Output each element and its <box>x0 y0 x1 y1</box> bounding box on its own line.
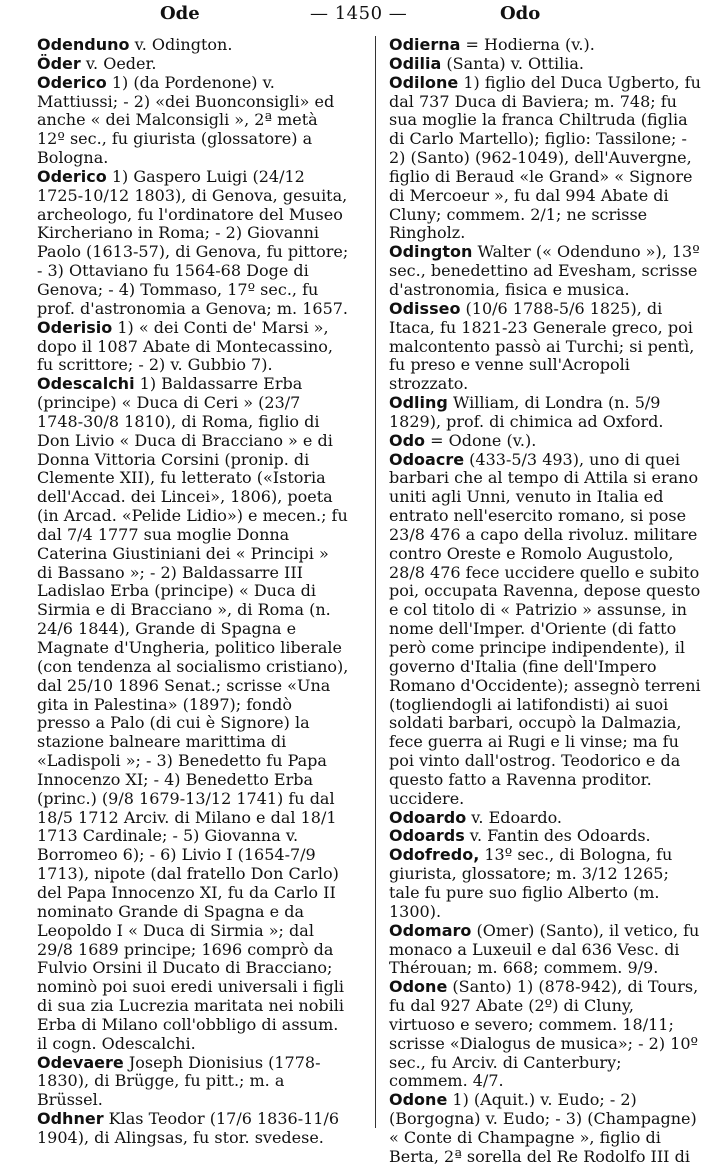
right-column <box>389 36 701 1167</box>
dictionary-entry <box>389 922 701 979</box>
entry-text: v. Fantin des Odoards. <box>464 826 651 846</box>
dictionary-entry <box>389 74 701 244</box>
dictionary-entry <box>37 1110 349 1148</box>
entry-text: Klas Teodor (17/6 1836-11/6 1904), di Alingsas, fu stor. svedese. <box>37 1109 340 1147</box>
dictionary-entry <box>389 243 701 300</box>
dictionary-entry <box>37 55 349 74</box>
column-divider <box>375 36 376 1128</box>
entry-headword: Oderico <box>37 72 107 92</box>
dictionary-entry <box>389 55 701 74</box>
entry-headword: Odierna <box>389 35 461 54</box>
entry-headword: Oderico <box>37 166 107 186</box>
entry-text: (433-5/3 493), uno di quei barbari che al tempo di Attila si erano uniti agli Unni, venuto in Italia ed entrato nell'esercito romano, si pose 23/8 476 a capo della rivoluz. militare contro Oreste e Romolo Augustolo, 28/8 476 fece uccidere quello e subito poi, occupata Ravenna, depose questo e col titolo di « Patrizio » assunse, in nome dell'Imper. d'Oriente (di fatto però come principe indipendente), il governo d'Italia (fine dell'Impero Romano d'Occidente); assegnò terreni (togliendogli ai latifondisti) ai suoi soldati barbari, occupò la Dalmazia, fece guerra ai Rugi e li vinse; ma fu poi vinto dall'ostrog. Teodorico e da questo fatto a Ravenna proditor. uccidere. <box>389 449 701 808</box>
left-column <box>37 36 349 1148</box>
entry-text: 1) figlio del Duca Ugberto, fu dal 737 Duca di Baviera; m. 748; fu sua moglie la franca Chiltruda (figlia di Carlo Martello); figlio: Tassilone; - 2) (Santo) (962-1049), dell'Auvergne, figlio di Beraud «le Grand» « Signore di Mercoeur », fu dal 994 Abate di Cluny; commem. 2/1; ne scrisse Ringholz. <box>389 72 701 243</box>
entry-headword: Odevaere <box>37 1052 124 1072</box>
entry-text: (Omer) (Santo), il vetico, fu monaco a Luxeuil e dal 636 Vesc. di Thérouan; m. 668; commem. 9/9. <box>389 920 700 978</box>
entry-headword: Odescalchi <box>37 374 135 394</box>
entry-text: v. Odington. <box>129 35 233 54</box>
dictionary-entry <box>37 319 349 376</box>
entry-headword: Odoards <box>389 826 465 846</box>
entry-headword: Odoacre <box>389 449 465 469</box>
entry-headword: Odenduno <box>37 35 130 54</box>
dictionary-entry <box>37 36 349 55</box>
entry-text: = Hodierna (v.). <box>460 35 595 54</box>
entry-text: Joseph Dionisius (1778-1830), di Brügge, fu pitt.; m. a Brüssel. <box>37 1052 321 1110</box>
entry-text: (10/6 1788-5/6 1825), di Itaca, fu 1821-23 Generale greco, poi malcontento passò ai Turchi; si pentì, fu preso e venne sull'Acropoli strozzato. <box>389 298 695 394</box>
dictionary-entry <box>389 432 701 451</box>
entry-text: 1) Gaspero Luigi (24/12 1725-10/12 1803), di Genova, gesuita, archeologo, fu l'ordinatore del Museo Kircheriano in Roma; - 2) Giovanni Paolo (1613-57), di Genova, fu pittore; - 3) Ottaviano fu 1564-68 Doge di Genova; - 4) Tommaso, 17º sec., fu prof. d'astronomia a Genova; m. 1657. <box>37 166 349 318</box>
entry-text: 1) (Aquit.) v. Eudo; - 2) (Borgogna) v. Eudo; - 3) (Champagne) « Conte di Champagne », figlio di Berta, 2ª sorella del Re Rodolfo III di <box>389 1090 697 1166</box>
entry-text: v. Oeder. <box>80 53 157 73</box>
dictionary-entry <box>389 809 701 828</box>
entry-headword: Odhner <box>37 1109 104 1129</box>
entry-text: (Santa) v. Ottilia. <box>441 53 585 73</box>
entry-text: 1) Baldassarre Erba (principe) « Duca di Ceri » (23/7 1748-30/8 1810), di Roma, figlio di Don Livio « Duca di Bracciano » e di Donna Vittoria Corsini (pronip. di Clemente XII), fu letterato («Istoria dell'Accad. dei Lincei», 1806), poeta (in Arcad. «Pelide Lidio») e mecen.; fu dal 7/4 1777 sua moglie Donna Caterina Giustiniani dei « Principi » di Bassano »; - 2) Baldassarre III Ladislao Erba (principe) « Duca di Sirmia e di Bracciano », di Roma (n. 24/6 1844), Grande di Spagna e Magnate d'Ungheria, politico liberale (con tendenza al socialismo cristiano), dal 25/10 1896 Senat.; scrisse «Una gita in Palestina» (1897); fondò presso a Palo (di cui è Signore) la stazione balneare marittima di «Ladispoli »; - 3) Benedetto fu Papa Innocenzo XI; - 4) Benedetto Erba (princ.) (9/8 1679-13/12 1741) fu dal 18/5 1712 Arciv. di Milano e dal 18/1 1713 Cardinale; - 5) Giovanna v. Borromeo 6); - 6) Livio I (1654-7/9 1713), nipote (dal fratello Don Carlo) del Papa Innocenzo XI, fu da Carlo II nominato Grande di Spagna e da Leopoldo I « Duca di Sirmia »; dal 29/8 1689 principe; 1696 comprò da Fulvio Orsini il Ducato di Bracciano; nominò poi suoi eredi universali i figli di sua zia Lucrezia maritata nei nobili Erba di Milano coll'obbligo di assum. il cogn. Odescalchi. <box>37 374 349 1053</box>
page-number: — 1450 — <box>310 3 408 24</box>
entry-text: 1) (da Pordenone) v. Mattiussi; - 2) «dei Buonconsigli» ed anche « dei Malconsigli », 2ª metà 12º sec., fu giurista (glossatore) a Bologna. <box>37 72 335 168</box>
entry-headword: Odisseo <box>389 298 461 318</box>
dictionary-entry <box>37 74 349 168</box>
entry-headword: Odone <box>389 977 448 997</box>
entry-headword: Odling <box>389 393 448 413</box>
dictionary-entry <box>389 300 701 394</box>
entry-text: William, di Londra (n. 5/9 1829), prof. di chimica ad Oxford. <box>389 393 664 431</box>
entry-headword: Odilia <box>389 53 442 73</box>
entry-text: (Santo) 1) (878-942), di Tours, fu dal 927 Abate (2º) di Cluny, virtuoso e severo; commem. 18/11; scrisse «Dialogus de musica»; - 2) 10º sec., fu Arciv. di Canterbury; commem. 4/7. <box>389 977 699 1091</box>
entry-headword: Odington <box>389 242 473 262</box>
dictionary-entry <box>37 375 349 1053</box>
dictionary-entry <box>389 846 701 921</box>
entry-headword: Öder <box>37 53 81 73</box>
entry-text: = Odone (v.). <box>425 430 537 450</box>
dictionary-entry <box>389 394 701 432</box>
entry-headword: Odomaro <box>389 920 472 940</box>
header-right-guideword: Odo <box>500 3 541 24</box>
entry-text: 13º sec., di Bologna, fu giurista, glossatore; m. 3/12 1265; tale fu pure suo figlio Alberto (m. 1300). <box>389 845 673 921</box>
entry-headword: Odone <box>389 1090 448 1110</box>
dictionary-entry <box>37 1054 349 1111</box>
dictionary-entry <box>389 36 701 55</box>
entry-headword: Odo <box>389 430 426 450</box>
dictionary-entry <box>389 451 701 809</box>
dictionary-entry <box>389 827 701 846</box>
entry-headword: Odoardo <box>389 807 467 827</box>
page-header <box>0 3 718 27</box>
dictionary-entry <box>37 168 349 319</box>
entry-headword: Odilone <box>389 72 459 92</box>
entry-headword: Odofredo, <box>389 845 480 865</box>
entry-text: Walter (« Odenduno »), 13º sec., benedettino ad Evesham, scrisse d'astronomia, fisica e musica. <box>389 242 700 299</box>
entry-text: 1) « dei Conti de' Marsi », dopo il 1087 Abate di Montecassino, fu scrittore; - 2) v. Gubbio 7). <box>37 317 334 375</box>
dictionary-entry <box>389 1091 701 1166</box>
dictionary-entry <box>389 978 701 1091</box>
header-left-guideword: Ode <box>160 3 200 24</box>
entry-text: v. Edoardo. <box>466 807 563 827</box>
entry-headword: Oderisio <box>37 317 113 337</box>
